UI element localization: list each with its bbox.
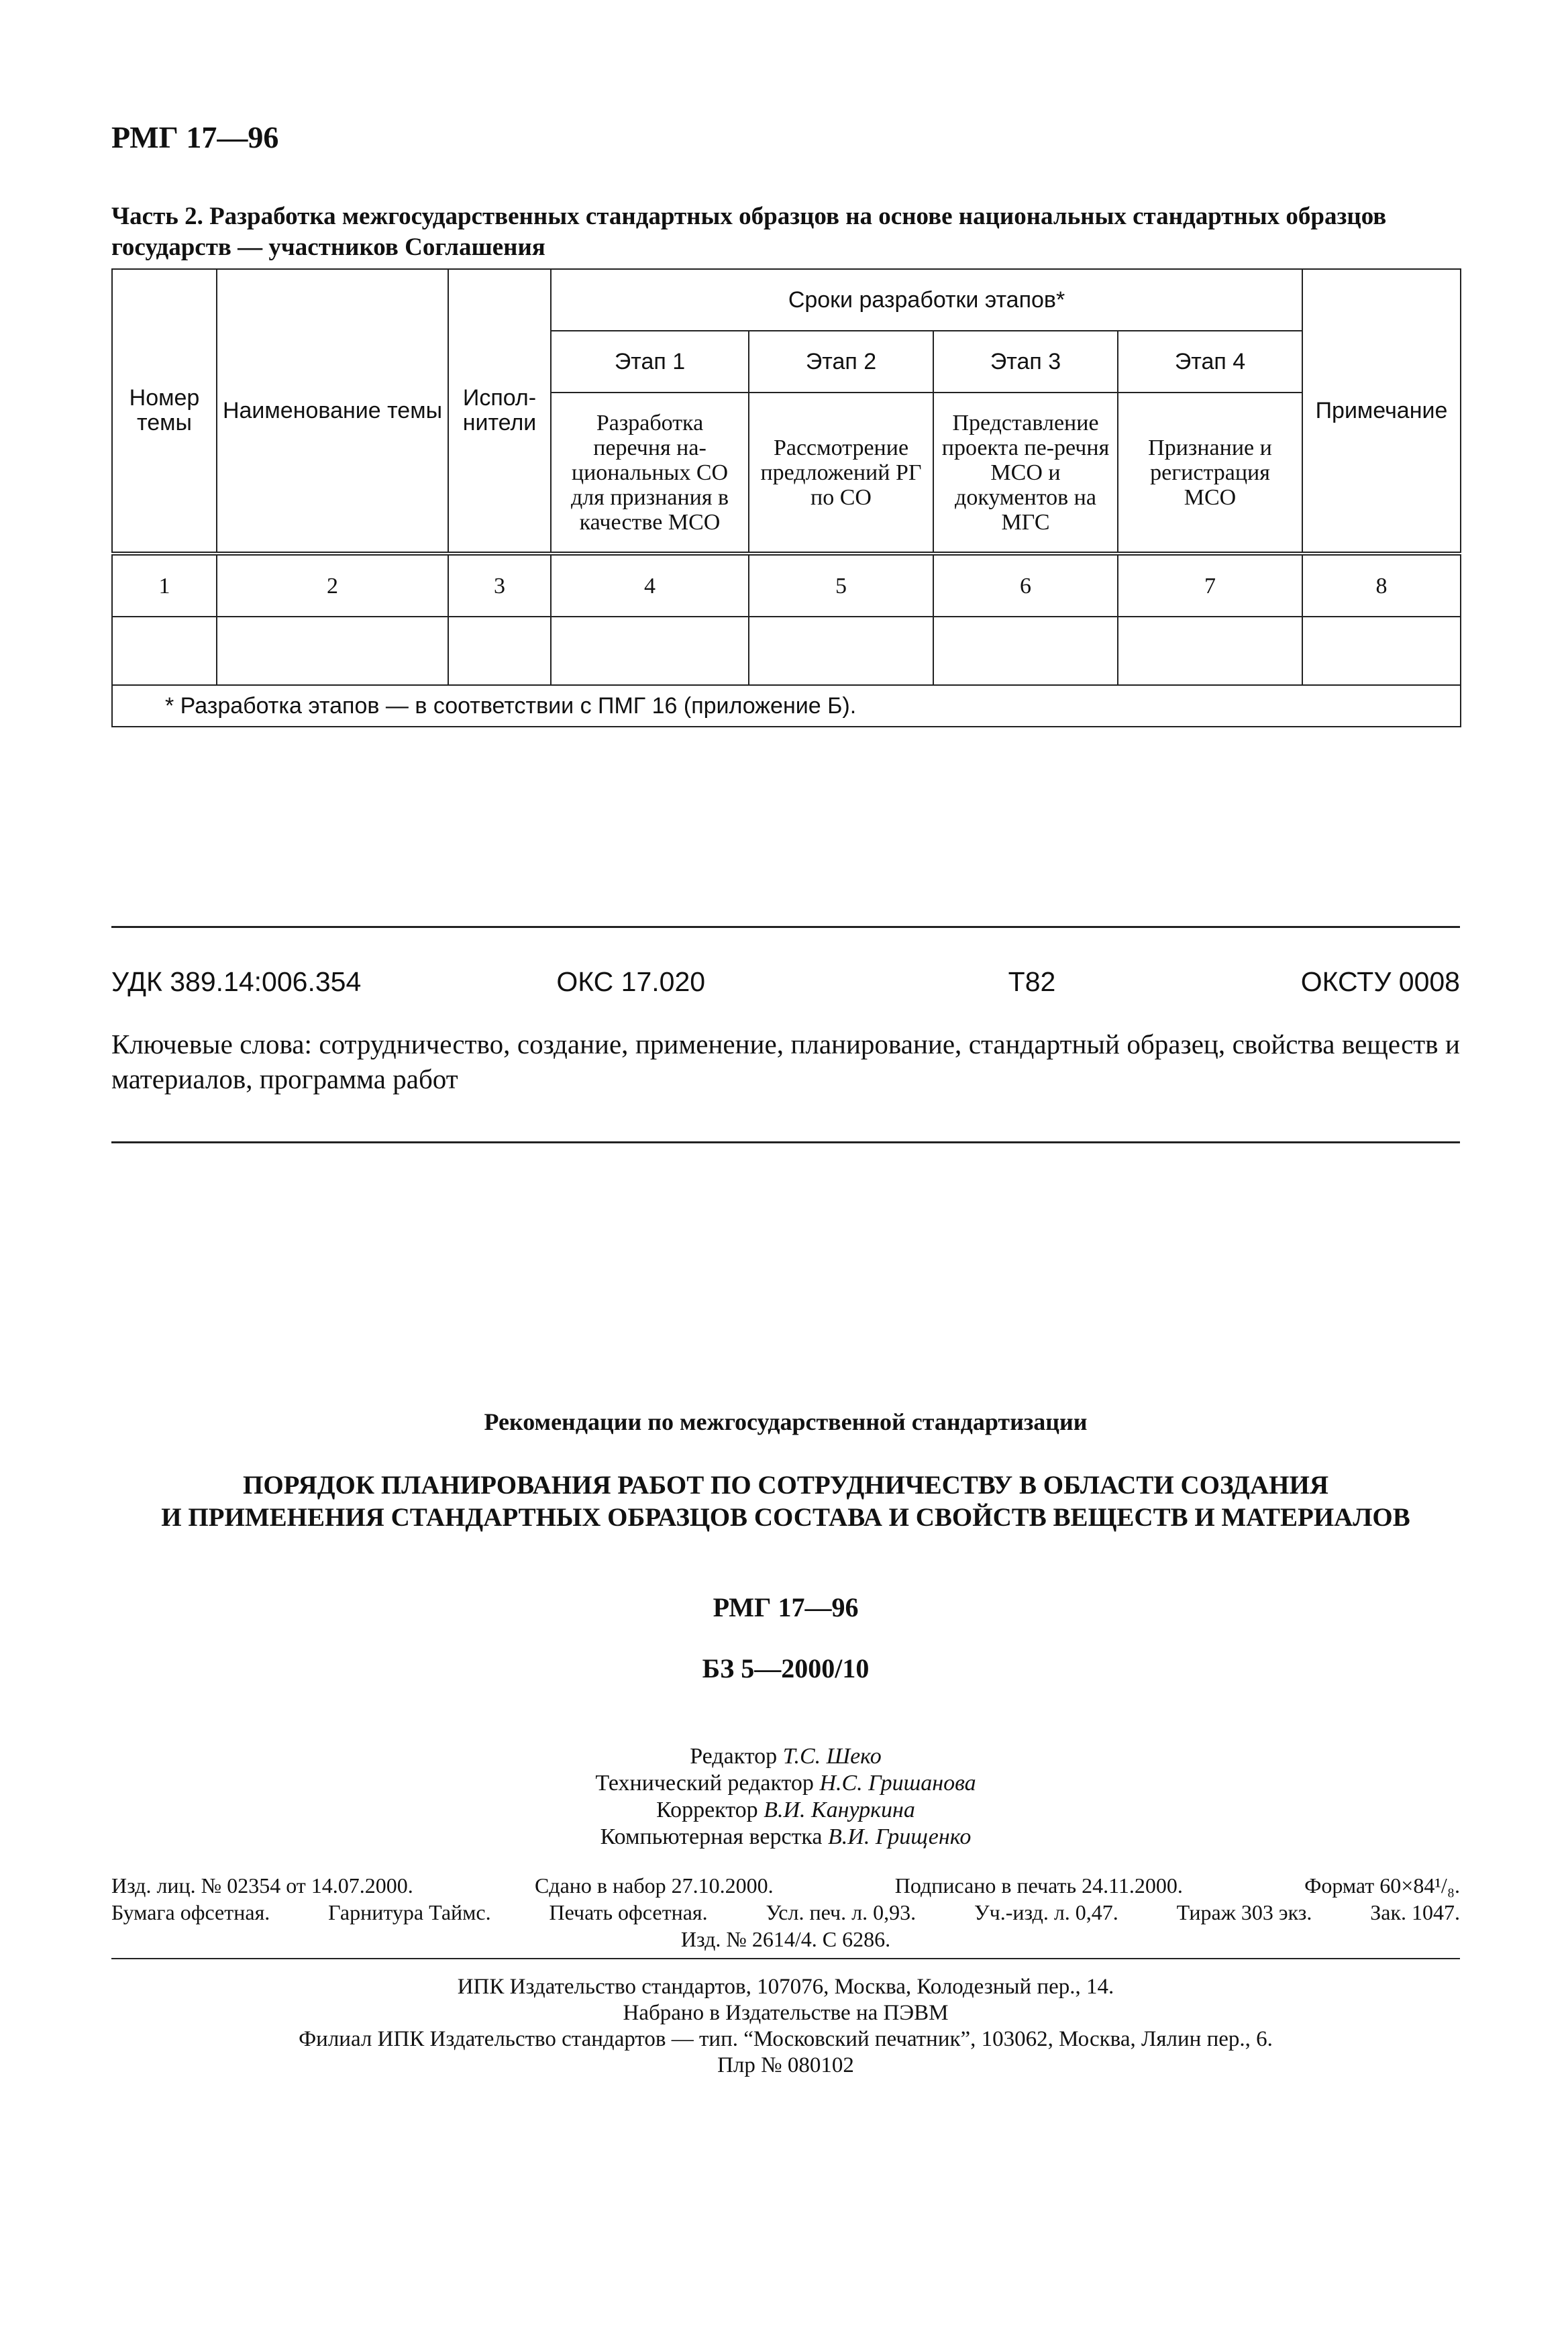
column-number-1: 1 — [112, 554, 217, 617]
column-number-7: 7 — [1118, 554, 1302, 617]
col-header-executors: Испол-нители — [448, 269, 551, 554]
publishing-sheets: Уч.-изд. л. 0,47. — [974, 1900, 1118, 1924]
imprint-line-1: ИПК Издательство стандартов, 107076, Москва, Колодезный пер., 14. — [457, 1975, 1114, 1999]
stages-table — [111, 268, 1461, 727]
staff-corrector: Корректор В.И. Кануркина — [656, 1798, 915, 1822]
classification-line — [111, 966, 1460, 998]
stage-1-desc: Разработка перечня на-циональных СО для признания в качестве МСО — [551, 393, 749, 554]
table-caption: Часть 2. Разработка межгосударственных стандартных образцов на основе национальных стандартных образцов государств — участников Соглашения — [111, 203, 1387, 261]
imprint — [111, 1974, 1460, 2079]
column-number-5: 5 — [749, 554, 933, 617]
udk-code: УДК 389.14:006.354 — [111, 966, 362, 997]
stage-3-label: Этап 3 — [933, 331, 1118, 393]
stage-2-label: Этап 2 — [749, 331, 933, 393]
staff-editor: Редактор Т.С. Шеко — [690, 1744, 882, 1769]
document-title-line-2: И ПРИМЕНЕНИЯ СТАНДАРТНЫХ ОБРАЗЦОВ СОСТАВА И СВОЙСТВ ВЕЩЕСТВ И МАТЕРИАЛОВ — [161, 1503, 1410, 1532]
publication-line-3: Изд. № 2614/4. С 6286. — [680, 1927, 891, 1951]
document-code-header: РМГ 17—96 — [111, 120, 279, 154]
col-header-stages: Сроки разработки этапов* — [551, 269, 1302, 331]
column-number-4: 4 — [551, 554, 749, 617]
bz-code: БЗ 5—2000/10 — [702, 1653, 870, 1684]
col-header-note: Примечание — [1302, 269, 1461, 554]
empty-row — [112, 617, 1461, 685]
col-header-number: Номер темы — [112, 269, 217, 554]
stage-4-desc: Признание и регистрация МСО — [1118, 393, 1302, 554]
sent-to-typeset: Сдано в набор 27.10.2000. — [534, 1873, 774, 1898]
stage-4-label: Этап 4 — [1118, 331, 1302, 393]
oks-code: ОКС 17.020 — [556, 966, 706, 997]
publication-line-1 — [111, 1872, 1460, 1899]
document-title — [111, 1469, 1460, 1534]
stage-2-desc: Рассмотрение предложений РГ по СО — [749, 393, 933, 554]
print-sheets: Усл. печ. л. 0,93. — [766, 1900, 917, 1924]
stage-3-desc: Представление проекта пе-речня МСО и документов на МГС — [933, 393, 1118, 554]
typeface: Гарнитура Таймс. — [328, 1900, 491, 1924]
stage-1-label: Этап 1 — [551, 331, 749, 393]
column-number-6: 6 — [933, 554, 1118, 617]
circulation: Тираж 303 экз. — [1176, 1900, 1312, 1924]
signed-to-print: Подписано в печать 24.11.2000. — [894, 1873, 1183, 1898]
imprint-line-4: Плр № 080102 — [717, 2053, 854, 2077]
imprint-line-3: Филиал ИПК Издательство стандартов — тип. “Московский печатник”, 103062, Москва, Лялин пер., 6. — [299, 2027, 1273, 2051]
imprint-line-2: Набрано в Издательстве на ПЭВМ — [623, 2001, 949, 2025]
table-footnote: * Разработка этапов — в соответствии с ПМГ 16 (приложение Б). — [112, 685, 1461, 727]
series-title: Рекомендации по межгосударственной стандартизации — [484, 1408, 1088, 1435]
column-number-8: 8 — [1302, 554, 1461, 617]
printing: Печать офсетная. — [549, 1900, 708, 1924]
staff-list — [111, 1743, 1460, 1851]
order-number: Зак. 1047. — [1370, 1900, 1460, 1924]
divider-top — [111, 926, 1460, 928]
publication-line-2 — [111, 1899, 1460, 1926]
divider-bottom — [111, 1141, 1460, 1143]
staff-tech-editor: Технический редактор Н.С. Гришанова — [595, 1771, 976, 1796]
column-number-2: 2 — [217, 554, 448, 617]
okstu-code: ОКСТУ 0008 — [1300, 966, 1460, 997]
format: Формат 60×84¹/₈. — [1304, 1873, 1460, 1898]
document-code: РМГ 17—96 — [713, 1592, 859, 1622]
t-code: Т82 — [1008, 966, 1056, 997]
license: Изд. лиц. № 02354 от 14.07.2000. — [111, 1873, 413, 1898]
document-title-line-1: ПОРЯДОК ПЛАНИРОВАНИЯ РАБОТ ПО СОТРУДНИЧЕСТВУ В ОБЛАСТИ СОЗДАНИЯ — [243, 1471, 1328, 1500]
paper: Бумага офсетная. — [111, 1900, 270, 1924]
staff-layout: Компьютерная верстка В.И. Грищенко — [600, 1824, 972, 1849]
col-header-name: Наименование темы — [217, 269, 448, 554]
keywords: Ключевые слова: сотрудничество, создание, применение, планирование, стандартный образец, свойства веществ и материалов, программа работ — [111, 1029, 1460, 1094]
column-number-3: 3 — [448, 554, 551, 617]
divider-imprint — [111, 1958, 1460, 1959]
